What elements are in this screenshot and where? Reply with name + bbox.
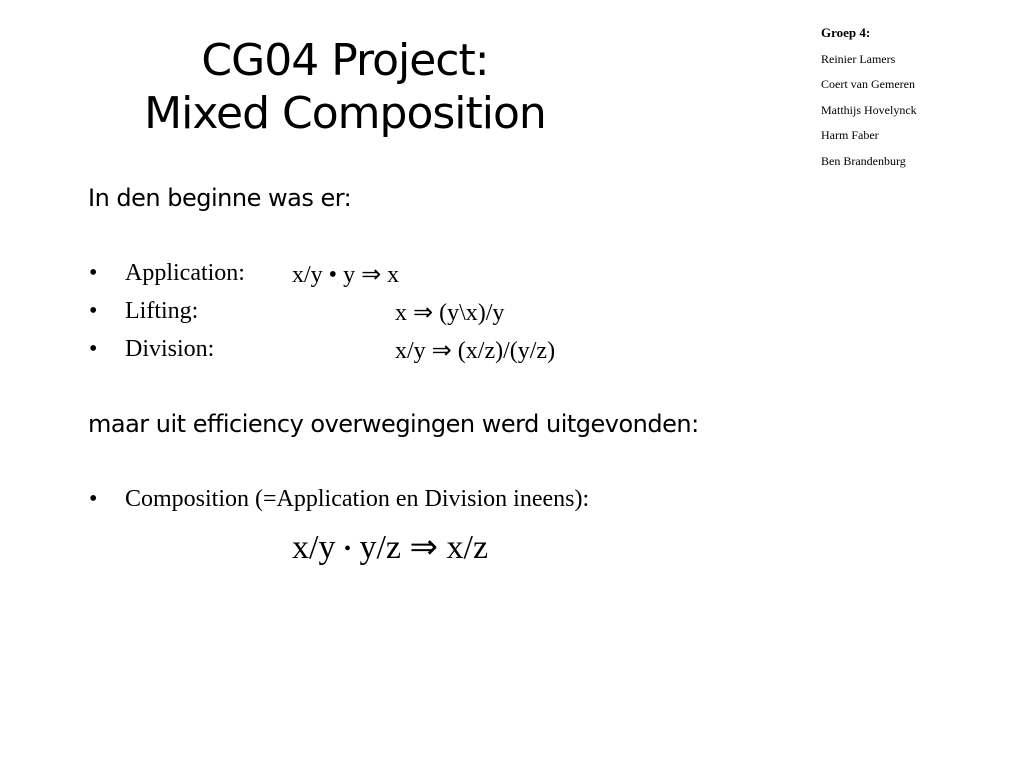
- rule-formula-application: x/y • y ⇒ x: [292, 262, 400, 288]
- rule-label-division: Division:: [125, 336, 215, 362]
- group-member: Coert van Gemeren: [821, 77, 915, 91]
- group-heading: Groep 4:: [821, 25, 871, 40]
- slide-title-line2: Mixed Composition: [144, 88, 546, 139]
- bullet: •: [89, 336, 98, 362]
- composition-formula-right: y/z ⇒ x/z: [359, 529, 489, 566]
- group-members: [821, 26, 917, 179]
- rule-formula-lifting: x ⇒ (y\x)/y: [395, 300, 505, 326]
- bullet: •: [89, 298, 98, 324]
- composition-formula-dot: •: [343, 538, 351, 560]
- slide-title: [80, 34, 610, 140]
- slide-title-line1: CG04 Project:: [201, 35, 489, 86]
- group-member: Harm Faber: [821, 128, 879, 142]
- group-member: Matthijs Hovelynck: [821, 102, 917, 117]
- intro-text: In den beginne was er:: [88, 184, 352, 212]
- transition-text: maar uit efficiency overwegingen werd uitgevonden:: [88, 410, 699, 438]
- composition-formula-left: x/y: [292, 529, 336, 566]
- group-member: Reinier Lamers: [821, 51, 896, 66]
- composition-formula: [292, 527, 488, 567]
- group-member: Ben Brandenburg: [821, 153, 906, 168]
- rule-label-application: Application:: [125, 260, 245, 286]
- rule-formula-division: x/y ⇒ (x/z)/(y/z): [395, 338, 556, 364]
- composition-text: Composition (=Application en Division ineens):: [125, 486, 590, 512]
- bullet: •: [89, 486, 98, 512]
- rule-label-lifting: Lifting:: [125, 298, 199, 324]
- bullet: •: [89, 260, 98, 286]
